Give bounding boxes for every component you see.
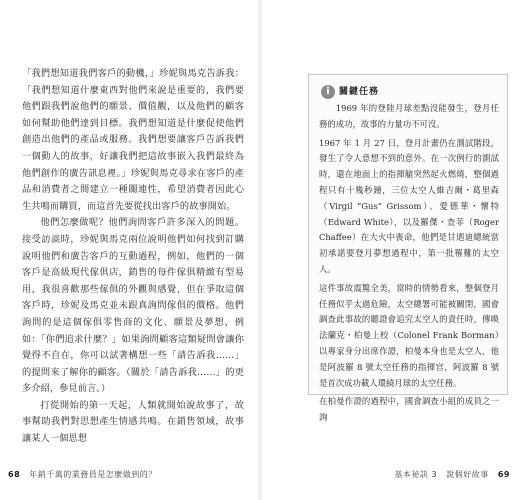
left-page xyxy=(0,0,258,500)
body-text xyxy=(22,66,244,448)
paragraph: 他們怎麼做呢？他們詢問客戶許多深入的問題。接受訪談時，珍妮與馬克兩位說明他們如何找到訂購說明他們和廣告客戶的互動過程，例如，他們的一個客戶是高級現代傢俱店，銷售的每件傢俱精緻有型易用，我很喜歡那些傢俱的外觀與感覺，但在爭取這個客戶時，珍妮及馬克並未跟真詢問傢俱的價格。他們詢問的是這個傢俱零售商的文化、願景及夢想，例如：「你們追求什麼？」如果詢問顧客這類疑問會讓你覺得不自在，你可以試著構想一些「請告訴我……」的提問來了解你的顧客。（關於「請告訴我……」的更多介紹，參見前言。） xyxy=(22,217,244,395)
sidebar-title: 關鍵任務 xyxy=(339,87,380,97)
section-label: 基本祕訣 3 xyxy=(394,470,438,479)
right-page xyxy=(262,0,520,500)
running-title: 年銷千萬的業務員是怎麼做到的？ xyxy=(29,470,157,479)
right-footer xyxy=(394,469,510,480)
sidebar-box xyxy=(308,74,508,423)
sidebar-paragraph: 這件事故震驚全美，當時的情勢看來，整個登月任務似乎太過危險，太空總署可能被關閉，國會調查此事故的聽證會追究太空人的責任時，傳喚法蘭克・柏曼上校（Colonel Frank Borman）以專家身分出席作證，柏曼本身也是太空人，他是阿波羅 8 號太空任務的指揮官，阿波羅 8 號是首次成功載人環繞月球的太空任務。 xyxy=(319,282,499,388)
running-title: 說個好故事 xyxy=(446,470,489,479)
left-footer xyxy=(8,469,157,480)
sidebar-paragraph: 1969 年的登陸月球差點沒能發生，登月任務的成功，故事的力量功不可沒。 xyxy=(319,103,499,129)
page-number: 68 xyxy=(8,470,21,479)
paragraph: 打從開始的第一天起，人類就開始說故事了，故事幫助我們對思想產生情感共鳴。在銷售領域，故事讓某人一個思想 xyxy=(22,399,244,445)
sidebar-paragraph: 1967 年 1 月 27 日，登月計畫仍在測試階段，發生了令人意想不到的意外。在一次例行的測試時，還在地面上的指揮艙突然起火燃燒，整個過程只有十幾秒鐘，三位太空人維吉爾・葛里森（Virgil “Gus” Grissom）、愛德華・懷特（Edward White），以及羅傑・查菲（Roger Chaffee）在大火中喪命，他們是甘迺迪總統當初承諾要登月夢想過程中，第一批罹難的太空人。 xyxy=(319,137,499,274)
sidebar-paragraph: 在柏曼作證的過程中，國會調查小組的成員之一詢 xyxy=(319,396,499,423)
info-icon: i xyxy=(321,85,335,99)
page-number: 69 xyxy=(497,470,510,479)
paragraph: 「我們想知道我們客戶的動機，」珍妮與馬克告訴我：「我們想知道什麼東西對他們來說是重要的，我們要他們跟我們說他們的願景、價值觀，以及他們的顧客如何幫助他們達到目標。我們想知道是什麼促使他們創造出他們的產品或服務。我們想要讓客戶告訴我們一個動人的故事，好讓我們把這故事嵌入我們最終為他們創作的廣告訊息裡。」珍妮與馬克尋求在客戶的產品和消費者之間建立一種關連性，希望消費者因此心生共鳴而購買，而這首先要從找出客戶的故事開始。 xyxy=(22,68,244,212)
sidebar-body xyxy=(319,101,499,429)
